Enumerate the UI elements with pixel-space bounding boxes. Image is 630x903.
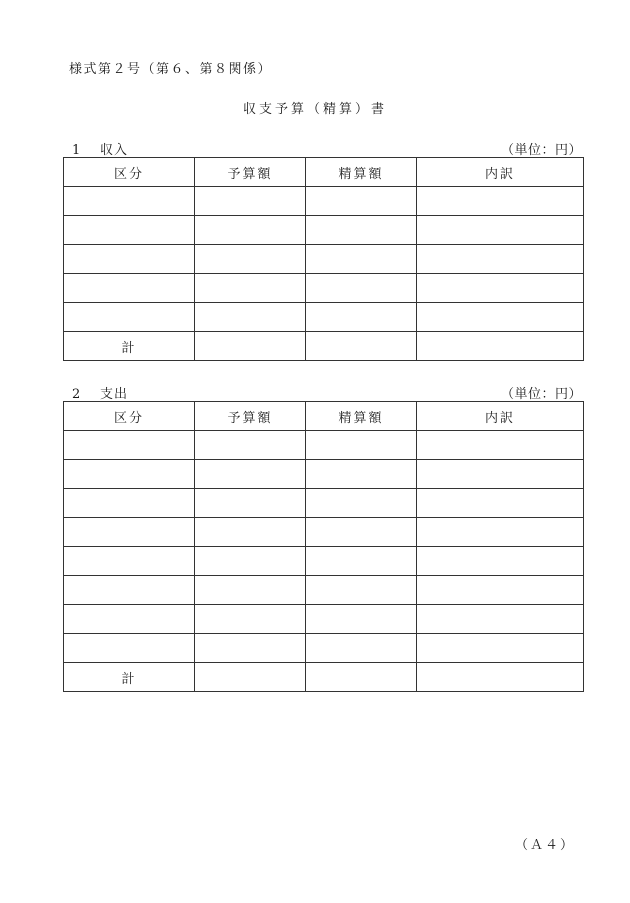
- income-row: [64, 274, 584, 303]
- income-cell-settlement[interactable]: [306, 274, 417, 303]
- income-cell-breakdown[interactable]: [417, 187, 584, 216]
- expenditure-cell-settlement[interactable]: [306, 576, 417, 605]
- income-cell-budget[interactable]: [195, 274, 306, 303]
- expenditure-cell-budget[interactable]: [195, 605, 306, 634]
- expenditure-header-budget: 予算額: [195, 402, 306, 431]
- income-cell-budget[interactable]: [195, 303, 306, 332]
- expenditure-cell-budget[interactable]: [195, 489, 306, 518]
- income-cell-settlement[interactable]: [306, 187, 417, 216]
- expenditure-cell-settlement[interactable]: [306, 634, 417, 663]
- income-cell-breakdown[interactable]: [417, 216, 584, 245]
- expenditure-header-category: 区分: [64, 402, 195, 431]
- expenditure-row: [64, 460, 584, 489]
- income-total-budget[interactable]: [195, 332, 306, 361]
- income-cell-breakdown[interactable]: [417, 303, 584, 332]
- income-row: [64, 303, 584, 332]
- income-cell-category[interactable]: [64, 216, 195, 245]
- expenditure-cell-category[interactable]: [64, 431, 195, 460]
- income-cell-category[interactable]: [64, 245, 195, 274]
- expenditure-cell-settlement[interactable]: [306, 605, 417, 634]
- expenditure-cell-budget[interactable]: [195, 634, 306, 663]
- expenditure-total-budget[interactable]: [195, 663, 306, 692]
- expenditure-unit: （単位：円）: [500, 387, 582, 402]
- expenditure-row: [64, 431, 584, 460]
- income-total-label: 計: [64, 332, 195, 361]
- expenditure-cell-category[interactable]: [64, 518, 195, 547]
- expenditure-cell-category[interactable]: [64, 460, 195, 489]
- expenditure-row: [64, 518, 584, 547]
- expenditure-cell-breakdown[interactable]: [417, 460, 584, 489]
- income-section-title: 収入: [100, 143, 129, 158]
- income-total-breakdown[interactable]: [417, 332, 584, 361]
- expenditure-cell-settlement[interactable]: [306, 518, 417, 547]
- expenditure-cell-budget[interactable]: [195, 518, 306, 547]
- expenditure-table: [63, 401, 584, 692]
- form-number: 様式第２号（第６、第８関係）: [69, 62, 273, 77]
- expenditure-cell-settlement[interactable]: [306, 431, 417, 460]
- expenditure-cell-breakdown[interactable]: [417, 518, 584, 547]
- expenditure-total-settlement[interactable]: [306, 663, 417, 692]
- expenditure-row: [64, 489, 584, 518]
- expenditure-cell-breakdown[interactable]: [417, 634, 584, 663]
- income-row: [64, 216, 584, 245]
- income-cell-category[interactable]: [64, 303, 195, 332]
- income-cell-breakdown[interactable]: [417, 274, 584, 303]
- expenditure-cell-settlement[interactable]: [306, 547, 417, 576]
- expenditure-row: [64, 576, 584, 605]
- income-cell-budget[interactable]: [195, 245, 306, 274]
- expenditure-row: [64, 605, 584, 634]
- expenditure-total-breakdown[interactable]: [417, 663, 584, 692]
- expenditure-cell-breakdown[interactable]: [417, 547, 584, 576]
- income-total-row: [64, 332, 584, 361]
- expenditure-cell-breakdown[interactable]: [417, 605, 584, 634]
- income-cell-category[interactable]: [64, 274, 195, 303]
- expenditure-cell-breakdown[interactable]: [417, 576, 584, 605]
- income-row: [64, 187, 584, 216]
- income-header-settlement: 精算額: [306, 158, 417, 187]
- income-cell-settlement[interactable]: [306, 245, 417, 274]
- income-cell-budget[interactable]: [195, 187, 306, 216]
- expenditure-total-row: [64, 663, 584, 692]
- expenditure-cell-budget[interactable]: [195, 460, 306, 489]
- expenditure-section-title: 支出: [100, 387, 129, 402]
- income-cell-category[interactable]: [64, 187, 195, 216]
- expenditure-cell-settlement[interactable]: [306, 489, 417, 518]
- income-section-label: [72, 139, 128, 158]
- income-section-number: 1: [72, 143, 82, 158]
- expenditure-cell-category[interactable]: [64, 489, 195, 518]
- expenditure-cell-settlement[interactable]: [306, 460, 417, 489]
- income-body: [64, 187, 584, 361]
- expenditure-header-settlement: 精算額: [306, 402, 417, 431]
- expenditure-cell-category[interactable]: [64, 634, 195, 663]
- expenditure-row: [64, 547, 584, 576]
- expenditure-row: [64, 634, 584, 663]
- income-header-category: 区分: [64, 158, 195, 187]
- expenditure-cell-category[interactable]: [64, 605, 195, 634]
- income-header-budget: 予算額: [195, 158, 306, 187]
- income-cell-settlement[interactable]: [306, 303, 417, 332]
- expenditure-cell-category[interactable]: [64, 547, 195, 576]
- expenditure-cell-budget[interactable]: [195, 576, 306, 605]
- expenditure-cell-breakdown[interactable]: [417, 431, 584, 460]
- income-cell-budget[interactable]: [195, 216, 306, 245]
- income-total-settlement[interactable]: [306, 332, 417, 361]
- expenditure-cell-budget[interactable]: [195, 431, 306, 460]
- paper-size-label: （Ａ４）: [514, 838, 575, 853]
- expenditure-cell-category[interactable]: [64, 576, 195, 605]
- income-cell-breakdown[interactable]: [417, 245, 584, 274]
- expenditure-header-row: [64, 402, 584, 431]
- income-header-row: [64, 158, 584, 187]
- income-header-breakdown: 内訳: [417, 158, 584, 187]
- expenditure-cell-budget[interactable]: [195, 547, 306, 576]
- expenditure-cell-breakdown[interactable]: [417, 489, 584, 518]
- income-unit: （単位：円）: [500, 143, 582, 158]
- expenditure-section-number: 2: [72, 387, 82, 402]
- income-table: [63, 157, 584, 361]
- income-cell-settlement[interactable]: [306, 216, 417, 245]
- expenditure-body: [64, 431, 584, 692]
- expenditure-total-label: 計: [64, 663, 195, 692]
- expenditure-section-label: [72, 383, 128, 402]
- expenditure-header-breakdown: 内訳: [417, 402, 584, 431]
- document-title: 収支予算（精算）書: [242, 102, 387, 117]
- income-row: [64, 245, 584, 274]
